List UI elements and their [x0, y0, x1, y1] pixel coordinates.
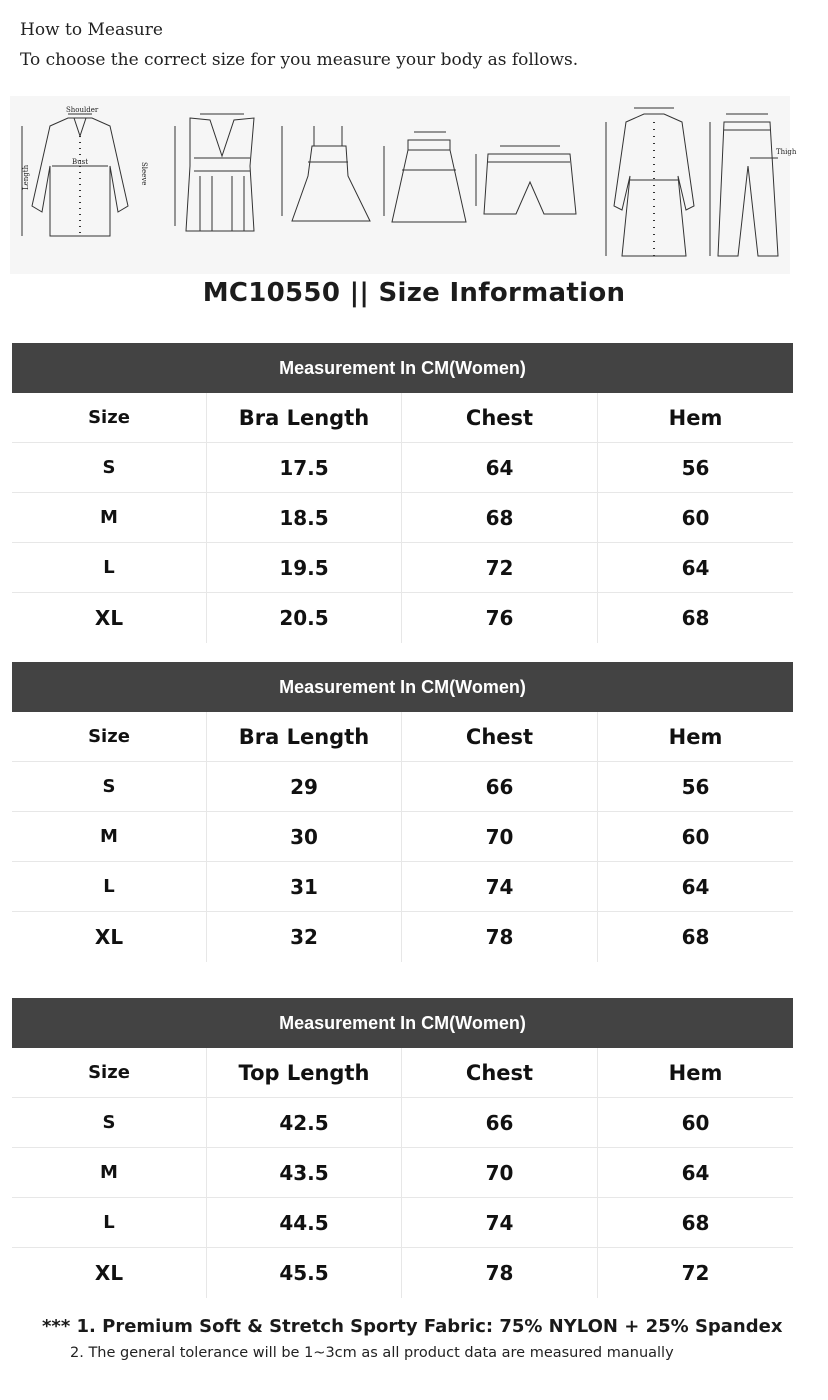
- table-row: [12, 762, 793, 812]
- table-caption: Measurement In CM(Women): [12, 998, 793, 1048]
- chest-cell: 64: [402, 443, 598, 492]
- size-cell: M: [12, 812, 207, 861]
- size-cell: S: [12, 762, 207, 811]
- coat-figure: [606, 108, 694, 256]
- hem-cell: 68: [681, 1210, 710, 1235]
- length-cell: 29: [207, 762, 402, 811]
- chest-cell: 68: [402, 493, 598, 542]
- table-row: [12, 1098, 793, 1148]
- size-cell: S: [12, 1098, 207, 1147]
- chest-cell: 66: [402, 1098, 598, 1147]
- table-header-row: [12, 1048, 793, 1098]
- size-cell: XL: [12, 593, 207, 643]
- table-row: [12, 862, 793, 912]
- column-header-length: Top Length: [207, 1048, 402, 1097]
- column-header-chest: Chest: [402, 1048, 598, 1097]
- column-header-chest: Chest: [402, 712, 598, 761]
- hem-cell: 68: [681, 606, 710, 630]
- pants-figure: [710, 114, 797, 256]
- chest-cell: 72: [402, 543, 598, 592]
- size-cell: L: [12, 862, 207, 911]
- hem-cell: 56: [681, 455, 710, 480]
- table-header-row: [12, 712, 793, 762]
- chest-cell: 76: [402, 593, 598, 643]
- hem-cell: 56: [681, 774, 710, 799]
- size-cell: L: [12, 1198, 207, 1247]
- tolerance-note: 2. The general tolerance will be 1~3cm as all product data are measured manually: [70, 1345, 674, 1361]
- hem-cell: 60: [681, 824, 710, 849]
- how-to-measure-subtitle: To choose the correct size for you measure your body as follows.: [20, 50, 579, 70]
- hem-cell: 64: [681, 1160, 710, 1185]
- chest-cell: 70: [402, 1148, 598, 1197]
- vest-figure: [175, 114, 254, 231]
- hem-cell: 72: [681, 1261, 710, 1285]
- size-cell: XL: [12, 1248, 207, 1298]
- size-table-2: [12, 662, 793, 962]
- size-table-3: [12, 998, 793, 1298]
- length-cell: 20.5: [207, 593, 402, 643]
- sleeve-label: Sleeve: [140, 162, 148, 186]
- chest-cell: 74: [402, 862, 598, 911]
- chest-cell: 74: [402, 1198, 598, 1247]
- table-header-row: [12, 393, 793, 443]
- blouse-figure: [22, 106, 148, 236]
- size-table-1: [12, 343, 793, 643]
- chest-cell: 78: [402, 1248, 598, 1298]
- length-cell: 18.5: [207, 493, 402, 542]
- size-cell: L: [12, 543, 207, 592]
- page-title: MC10550 || Size Information: [202, 278, 626, 308]
- chest-cell: 70: [402, 812, 598, 861]
- column-header-length: Bra Length: [207, 393, 402, 442]
- column-header-hem: Hem: [668, 405, 723, 430]
- table-row: [12, 1248, 793, 1298]
- table-caption: Measurement In CM(Women): [12, 343, 793, 393]
- skirt-figure: [384, 132, 466, 222]
- size-cell: XL: [12, 912, 207, 962]
- length-cell: 30: [207, 812, 402, 861]
- table-row: [12, 1148, 793, 1198]
- chest-cell: 66: [402, 762, 598, 811]
- hem-cell: 64: [681, 874, 710, 899]
- table-row: [12, 912, 793, 962]
- table-row: [12, 443, 793, 493]
- table-row: [12, 1198, 793, 1248]
- header: [20, 20, 780, 70]
- fabric-note: *** 1. Premium Soft & Stretch Sporty Fabric: 75% NYLON + 25% Spandex: [42, 1316, 783, 1337]
- product-notes: [42, 1316, 792, 1361]
- length-cell: 42.5: [207, 1098, 402, 1147]
- column-header-size: Size: [12, 1048, 207, 1097]
- hem-cell: 68: [681, 925, 710, 949]
- size-cell: M: [12, 1148, 207, 1197]
- bust-label: Bust: [72, 158, 89, 166]
- table-row: [12, 593, 793, 643]
- column-header-hem: Hem: [668, 724, 723, 749]
- column-header-length: Bra Length: [207, 712, 402, 761]
- how-to-measure-title: How to Measure: [20, 20, 163, 40]
- size-cell: M: [12, 493, 207, 542]
- length-cell: 17.5: [207, 443, 402, 492]
- size-cell: S: [12, 443, 207, 492]
- table-caption: Measurement In CM(Women): [12, 662, 793, 712]
- thigh-label: Thigh: [776, 148, 797, 156]
- chest-cell: 78: [402, 912, 598, 962]
- hem-cell: 64: [681, 555, 710, 580]
- hem-cell: 60: [681, 1110, 710, 1135]
- column-header-chest: Chest: [402, 393, 598, 442]
- column-header-hem: Hem: [668, 1060, 723, 1085]
- shorts-figure: [476, 146, 576, 214]
- length-cell: 43.5: [207, 1148, 402, 1197]
- length-label: Length: [22, 164, 30, 190]
- length-cell: 31: [207, 862, 402, 911]
- hem-cell: 60: [681, 505, 710, 530]
- length-cell: 45.5: [207, 1248, 402, 1298]
- table-row: [12, 543, 793, 593]
- column-header-size: Size: [12, 712, 207, 761]
- measurement-diagram: [10, 96, 797, 274]
- table-row: [12, 493, 793, 543]
- table-row: [12, 812, 793, 862]
- column-header-size: Size: [12, 393, 207, 442]
- length-cell: 44.5: [207, 1198, 402, 1247]
- length-cell: 32: [207, 912, 402, 962]
- shoulder-label: Shoulder: [66, 106, 99, 114]
- cami-dress-figure: [282, 126, 370, 221]
- length-cell: 19.5: [207, 543, 402, 592]
